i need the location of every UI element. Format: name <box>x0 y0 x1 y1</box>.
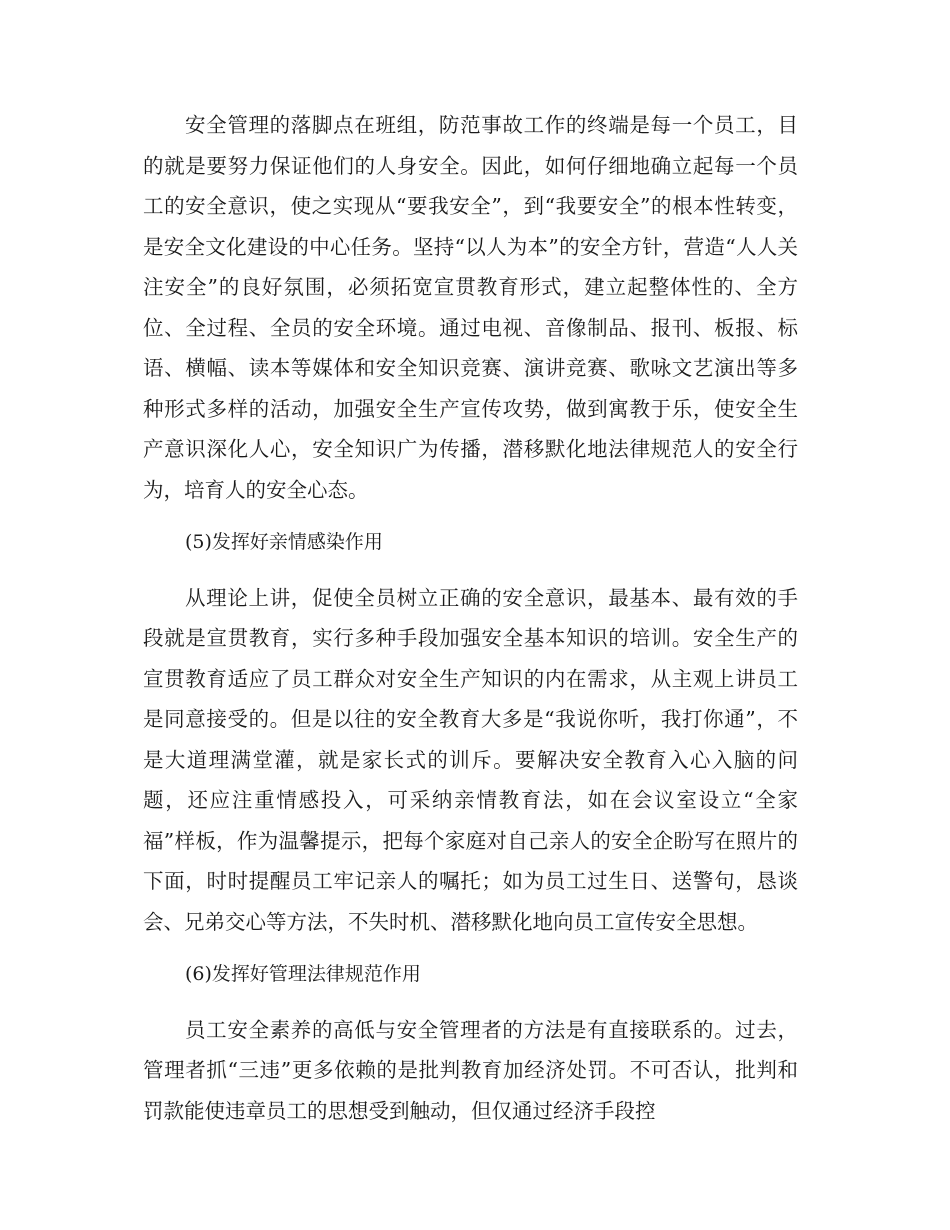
paragraph-safety-culture: 安全管理的落脚点在班组，防范事故工作的终端是每一个员工，目的就是要努力保证他们的人身安全。因此，如何仔细地确立起每一个员工的安全意识，使之实现从“要我安全”，到“我要安全”的根本性转变，是安全文化建设的中心任务。坚持“以人为本”的安全方针，营造“人人关注安全”的良好氛围，必须拓宽宣贯教育形式，建立起整体性的、全方位、全过程、全员的安全环境。通过电视、音像制品、报刊、板报、标语、横幅、读本等媒体和安全知识竞赛、演讲竞赛、歌咏文艺演出等多种形式多样的活动，加强安全生产宣传攻势，做到寓教于乐，使安全生产意识深化人心，安全知识广为传播，潜移默化地法律规范人的安全行为，培育人的安全心态。 <box>143 113 798 502</box>
section-heading-5: (5)发挥好亲情感染作用 <box>185 531 383 553</box>
document-body <box>143 105 798 1131</box>
section-heading-6: (6)发挥好管理法律规范作用 <box>185 963 421 985</box>
paragraph-management-norms: 员工安全素养的高低与安全管理者的方法是有直接联系的。过去，管理者抓“三违”更多依赖的是批判教育加经济处罚。不可否认，批判和罚款能使违章员工的思想受到触动，但仅通过经济手段控 <box>143 1017 798 1123</box>
paragraph-family-influence: 从理论上讲，促使全员树立正确的安全意识，最基本、最有效的手段就是宣贯教育，实行多种手段加强安全基本知识的培训。安全生产的宣贯教育适应了员工群众对安全生产知识的内在需求，从主观上讲员工是同意接受的。但是以往的安全教育大多是“我说你听，我打你通”，不是大道理满堂灌，就是家长式的训斥。要解决安全教育入心入脑的问题，还应注重情感投入，可采纳亲情教育法，如在会议室设立“全家福”样板，作为温馨提示，把每个家庭对自己亲人的安全企盼写在照片的下面，时时提醒员工牢记亲人的嘱托；如为员工过生日、送警句，恳谈会、兄弟交心等方法，不失时机、潜移默化地向员工宣传安全思想。 <box>143 585 798 934</box>
